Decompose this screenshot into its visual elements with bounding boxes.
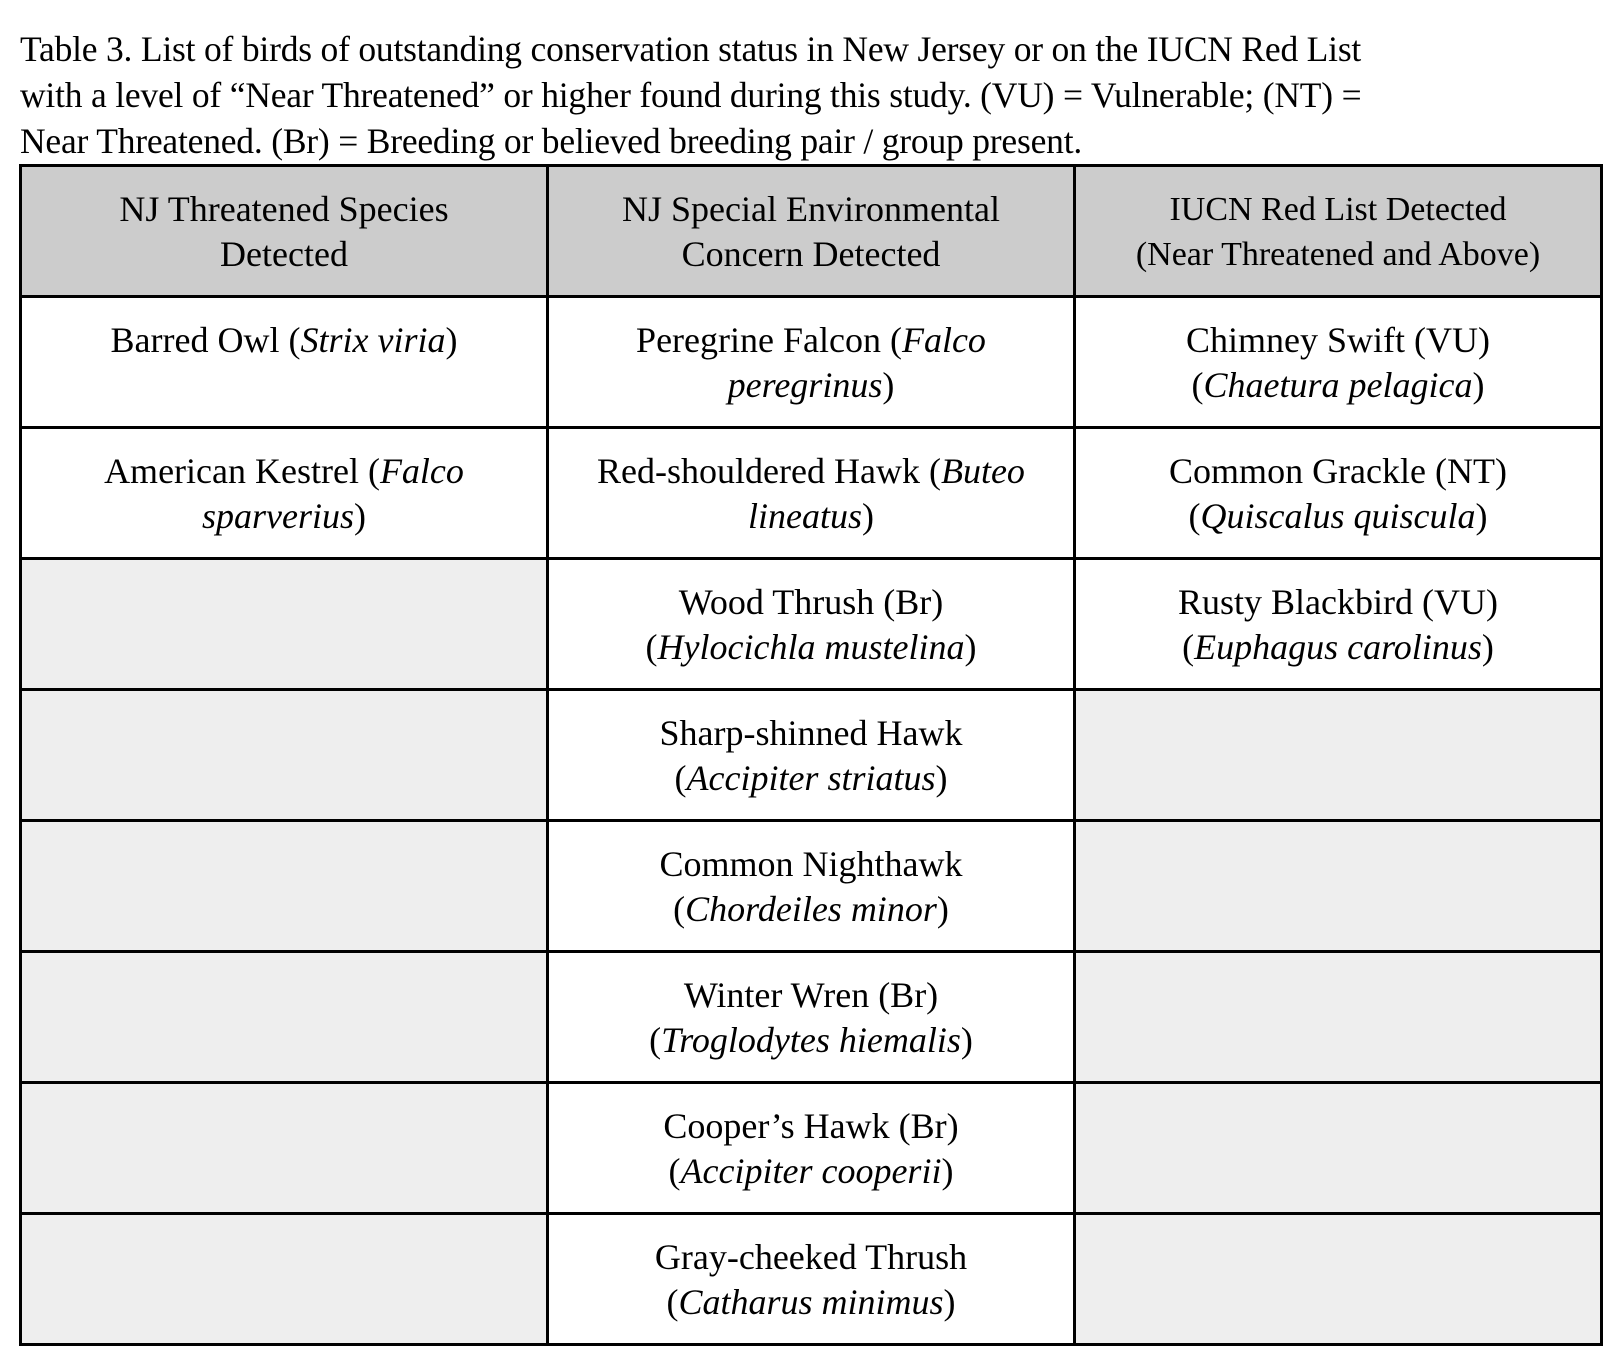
common-name-text: ( [649, 1020, 662, 1060]
common-name-text: ) [354, 496, 366, 536]
common-name-text: American Kestrel ( [104, 451, 380, 491]
empty-cell [1075, 1214, 1602, 1345]
species-line-2 [549, 1149, 1073, 1194]
table-row [21, 690, 1602, 821]
common-name-text: ) [1472, 365, 1485, 405]
empty-cell [1075, 690, 1602, 821]
scientific-name: Euphagus carolinus [1194, 627, 1482, 667]
scientific-name: Falco [901, 320, 986, 360]
species-line-1 [22, 318, 546, 363]
common-name-text: Common Grackle (NT) [1169, 451, 1507, 491]
table-row [21, 1214, 1602, 1345]
table-row [21, 952, 1602, 1083]
species-line-2 [549, 1280, 1073, 1325]
species-line-1 [1076, 318, 1600, 363]
common-name-text: Peregrine Falcon ( [636, 320, 902, 360]
common-name-text: Chimney Swift (VU) [1186, 320, 1490, 360]
cell-iucn-red-list [1075, 428, 1602, 559]
common-name-text: Barred Owl ( [110, 320, 301, 360]
cell-nj-special-concern [548, 1214, 1075, 1345]
species-line-2 [549, 887, 1073, 932]
species-line-1 [1076, 580, 1600, 625]
caption-line-2: with a level of “Near Threatened” or higher found during this study. (VU) = Vulnerable; (NT) = [20, 75, 1362, 115]
common-name-text: ) [1475, 496, 1488, 536]
caption-line-3: Near Threatened. (Br) = Breeding or believed breeding pair / group present. [20, 121, 1083, 161]
scientific-name: lineatus [748, 496, 862, 536]
common-name-text: ) [935, 758, 948, 798]
common-name-text: Red-shouldered Hawk ( [597, 451, 941, 491]
common-name-text: ) [941, 1151, 954, 1191]
common-name-text: Winter Wren (Br) [683, 975, 939, 1015]
common-name-text: ( [668, 1151, 681, 1191]
header-nj-threatened [21, 166, 548, 297]
species-line-1 [549, 449, 1073, 494]
common-name-text: ( [673, 889, 686, 929]
species-line-1 [549, 842, 1073, 887]
common-name-text: ( [674, 758, 687, 798]
cell-nj-special-concern [548, 297, 1075, 428]
table-row [21, 559, 1602, 690]
species-line-2 [549, 625, 1073, 670]
common-name-text: ) [960, 1020, 973, 1060]
species-line-2 [549, 363, 1073, 408]
empty-cell [1075, 952, 1602, 1083]
header-nj-special-concern [548, 166, 1075, 297]
scientific-name: Chordeiles minor [685, 889, 937, 929]
species-line-2 [1076, 363, 1600, 408]
header-line: IUCN Red List Detected [1169, 191, 1507, 228]
common-name-text: ) [936, 889, 949, 929]
header-line: NJ Threatened Species [119, 189, 449, 229]
common-name-text: Cooper’s Hawk (Br) [663, 1106, 959, 1146]
header-line: (Near Threatened and Above) [1135, 236, 1541, 273]
bird-conservation-table [19, 164, 1603, 1346]
scientific-name: Strix viria [300, 320, 446, 360]
species-line-2 [549, 756, 1073, 801]
common-name-text: ) [943, 1282, 956, 1322]
caption-line-1: Table 3. List of birds of outstanding conservation status in New Jersey or on the IUCN Red List [20, 29, 1362, 69]
common-name-text: ( [1188, 496, 1201, 536]
species-line-1 [549, 711, 1073, 756]
empty-cell [21, 1214, 548, 1345]
common-name-text: Gray-cheeked Thrush [654, 1237, 968, 1277]
cell-iucn-red-list [1075, 297, 1602, 428]
table-row [21, 821, 1602, 952]
header-line: Concern Detected [681, 234, 941, 274]
cell-nj-special-concern [548, 952, 1075, 1083]
species-line-1 [549, 318, 1073, 363]
empty-cell [21, 821, 548, 952]
common-name-text: ( [666, 1282, 679, 1322]
common-name-text: ( [1191, 365, 1204, 405]
scientific-name: Buteo [940, 451, 1025, 491]
empty-cell [21, 952, 548, 1083]
species-line-2 [1076, 625, 1600, 670]
empty-cell [1075, 821, 1602, 952]
cell-nj-special-concern [548, 428, 1075, 559]
species-line-1 [549, 973, 1073, 1018]
scientific-name: Accipiter striatus [686, 758, 936, 798]
scientific-name: Accipiter cooperii [680, 1151, 942, 1191]
species-line-1 [22, 449, 546, 494]
cell-nj-special-concern [548, 559, 1075, 690]
empty-cell [21, 690, 548, 821]
common-name-text: ( [1182, 627, 1195, 667]
scientific-name: Quiscalus quiscula [1200, 496, 1476, 536]
cell-nj-special-concern [548, 1083, 1075, 1214]
species-line-2 [549, 494, 1073, 539]
header-iucn-red-list [1075, 166, 1602, 297]
table-body [21, 297, 1602, 1345]
scientific-name: Troglodytes hiemalis [661, 1020, 961, 1060]
common-name-text: Rusty Blackbird (VU) [1178, 582, 1498, 622]
common-name-text: Common Nighthawk [659, 844, 963, 884]
common-name-text: ( [645, 627, 658, 667]
cell-nj-special-concern [548, 821, 1075, 952]
table-row [21, 297, 1602, 428]
species-line-1 [549, 580, 1073, 625]
table-row [21, 1083, 1602, 1214]
common-name-text: Sharp-shinned Hawk [659, 713, 963, 753]
table-caption [20, 26, 1600, 164]
scientific-name: Falco [379, 451, 464, 491]
cell-nj-threatened [21, 428, 548, 559]
cell-iucn-red-list [1075, 559, 1602, 690]
cell-nj-special-concern [548, 690, 1075, 821]
empty-cell [21, 559, 548, 690]
species-line-1 [1076, 449, 1600, 494]
header-line: Detected [220, 234, 348, 274]
cell-nj-threatened [21, 297, 548, 428]
common-name-text: ) [445, 320, 458, 360]
common-name-text: ) [964, 627, 977, 667]
scientific-name: peregrinus [727, 365, 883, 405]
common-name-text: ) [1481, 627, 1494, 667]
species-line-1 [549, 1235, 1073, 1280]
header-row [21, 166, 1602, 297]
scientific-name: Catharus minimus [678, 1282, 944, 1322]
scientific-name: sparverius [202, 496, 354, 536]
empty-cell [21, 1083, 548, 1214]
header-line: NJ Special Environmental [622, 189, 1000, 229]
table-row [21, 428, 1602, 559]
species-line-1 [549, 1104, 1073, 1149]
empty-cell [1075, 1083, 1602, 1214]
common-name-text: ) [862, 496, 874, 536]
scientific-name: Hylocichla mustelina [657, 627, 965, 667]
species-line-2 [22, 494, 546, 539]
common-name-text: ) [882, 365, 895, 405]
species-line-2 [549, 1018, 1073, 1063]
common-name-text: Wood Thrush (Br) [678, 582, 944, 622]
species-line-2 [1076, 494, 1600, 539]
scientific-name: Chaetura pelagica [1203, 365, 1473, 405]
